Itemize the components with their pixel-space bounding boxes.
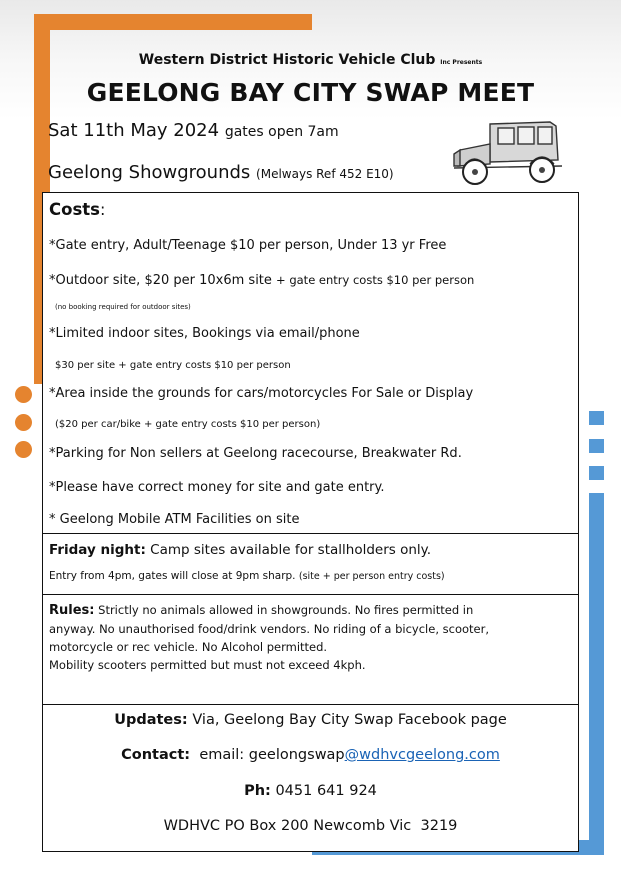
melways-ref: (Melways Ref 452 E10) [256,167,394,181]
orange-frame-top [34,14,312,30]
venue-name: Geelong Showgrounds [48,162,251,183]
indoor-site-note: $30 per site + gate entry costs $10 per person [55,360,291,371]
organizer-name: Western District Historic Vehicle Club [138,52,436,68]
updates-text: Via, Geelong Bay City Swap Facebook page [192,712,507,728]
blue-square [589,411,604,425]
event-title: GEELONG BAY CITY SWAP MEET [86,78,535,107]
event-date: Sat 11th May 2024 [48,120,220,141]
updates-line [43,712,578,728]
blue-square [589,439,604,453]
indoor-site-cost: *Limited indoor sites, Bookings via email/phone [49,326,360,341]
rules-text [49,601,570,674]
blue-square [589,466,604,480]
friday-label: Friday night: [49,542,146,558]
friday-line [49,542,431,558]
outdoor-site-note: (no booking required for outdoor sites) [55,303,191,311]
contact-email-prefix: email: geelongswap [199,747,345,763]
rules-line-1 [49,601,570,620]
outdoor-site-cost: *Outdoor site, $20 per 10x6m site [49,273,272,288]
event-date-line [48,120,339,141]
phone-number: 0451 641 924 [275,783,377,799]
updates-label: Updates: [114,712,188,728]
display-area-note: ($20 per car/bike + gate entry costs $10 per person) [55,419,321,430]
phone-line [43,783,578,799]
blue-frame-right [589,493,604,855]
rules-line-4: Mobility scooters permitted but must not exceed 4kph. [49,658,366,672]
outdoor-site-extra: + gate entry costs $10 per person [276,273,475,287]
friday-text: Camp sites available for stallholders only. [150,542,432,558]
gate-entry-cost: *Gate entry, Adult/Teenage $10 per person, Under 13 yr Free [49,238,447,253]
vintage-car-icon [450,114,568,190]
venue-line [48,162,394,183]
rules-line-2: anyway. No unauthorised food/drink vendors. No riding of a bicycle, scooter, [49,622,489,636]
costs-heading: Costs [49,200,100,219]
orange-dot [15,386,32,403]
costs-heading-colon: : [99,200,106,219]
friday-entry: Entry from 4pm, gates will close at 9pm sharp. [49,570,296,582]
contact-line [43,747,578,763]
display-area-cost: *Area inside the grounds for cars/motorcycles For Sale or Display [49,386,474,401]
postal-address: WDHVC PO Box 200 Newcomb Vic 3219 [163,818,458,834]
organizer-suffix: Inc Presents [440,59,483,66]
friday-night-section [42,534,579,595]
parking-info: *Parking for Non sellers at Geelong racecourse, Breakwater Rd. [49,446,462,461]
rules-line-3: motorcycle or rec vehicle. No Alcohol permitted. [49,640,328,654]
costs-heading-line [49,200,105,219]
rules-section [42,595,579,705]
phone-label: Ph: [244,783,271,799]
contact-label: Contact: [121,747,191,763]
outdoor-site-cost-line [49,273,474,288]
rules-label: Rules: [49,603,95,618]
rules-text-1: Strictly no animals allowed in showgrounds. No fires permitted in [98,603,474,617]
costs-section [42,192,579,534]
friday-entry-line [49,570,445,582]
contact-section [42,705,579,852]
gates-open: gates open 7am [224,124,339,140]
friday-entry-note: (site + per person entry costs) [298,571,445,582]
correct-money-info: *Please have correct money for site and gate entry. [49,480,385,495]
contact-email-link[interactable]: @wdhvcgeelong.com [344,747,500,763]
orange-dot [15,414,32,431]
orange-dot [15,441,32,458]
atm-info: * Geelong Mobile ATM Facilities on site [49,512,300,527]
organizer-line [0,52,621,68]
